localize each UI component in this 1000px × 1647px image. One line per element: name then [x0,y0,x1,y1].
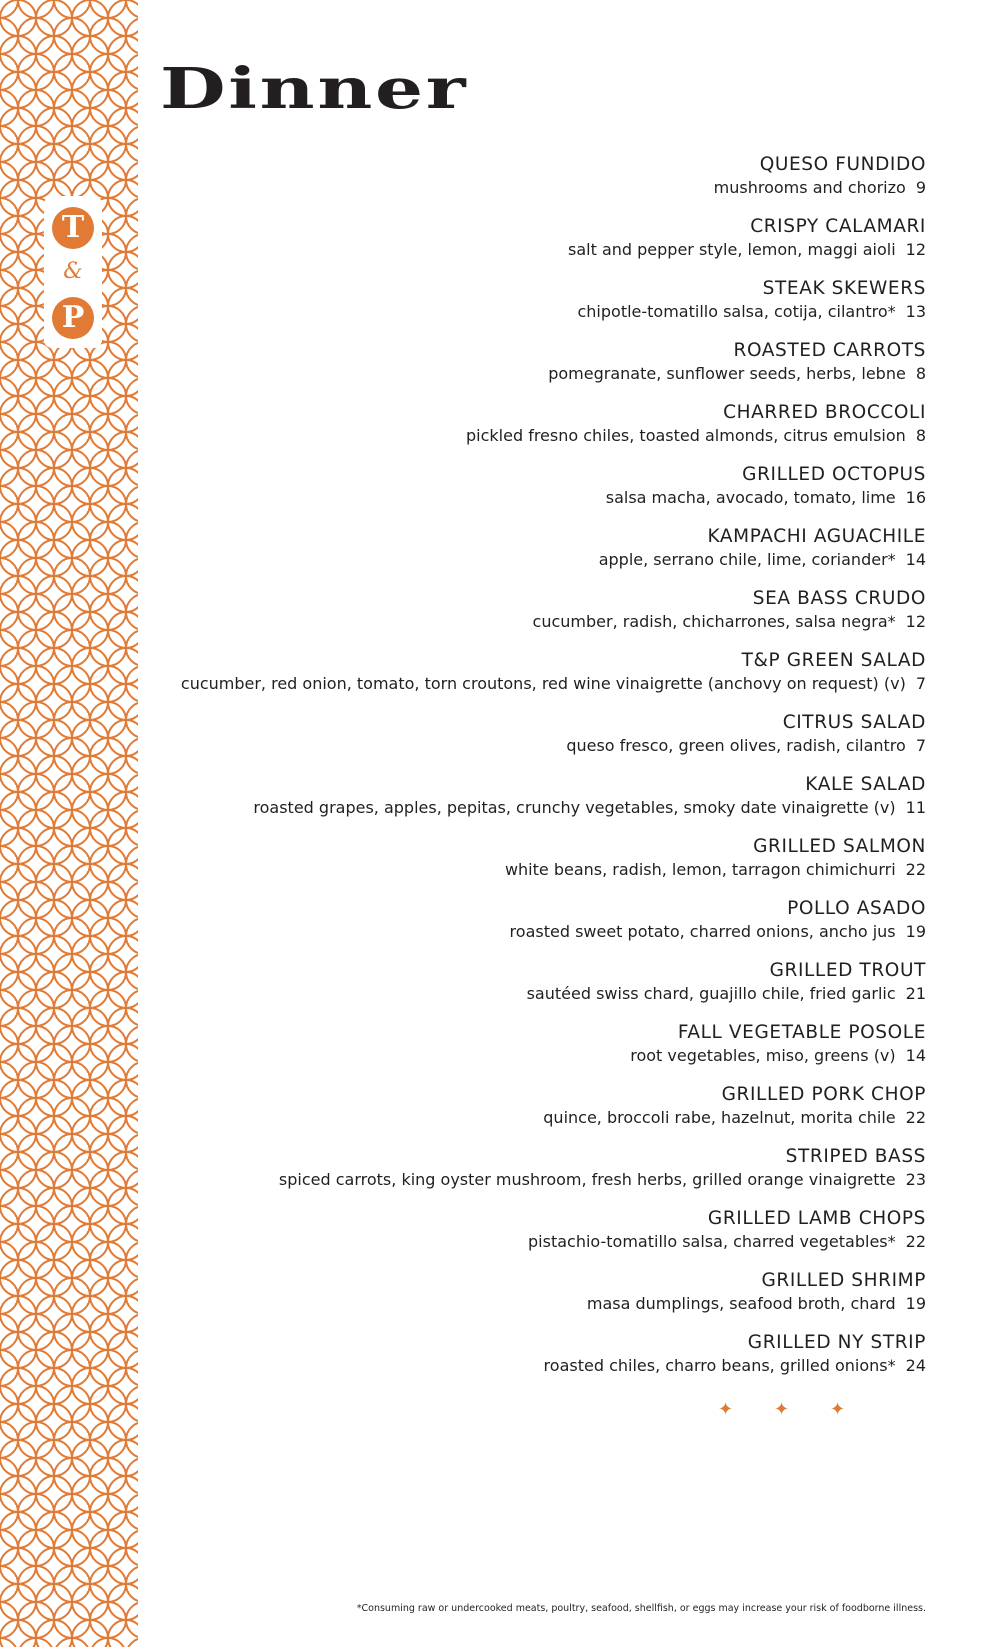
menu-item [146,959,926,1021]
menu-item-price: 19 [905,1294,926,1313]
menu-item-details [146,983,926,1005]
menu-item-price: 22 [905,1232,926,1251]
menu-item-details [146,1231,926,1253]
menu-item [146,1207,926,1269]
menu-item-name: STEAK SKEWERS [762,278,926,299]
menu-item-price: 7 [915,736,926,755]
menu-item [146,587,926,649]
menu-item [146,525,926,587]
menu-item-name: CHARRED BROCCOLI [723,402,926,423]
menu-item-details [146,239,926,261]
menu-item-description: salt and pepper style, lemon, maggi aioli [568,240,896,259]
menu-item [146,835,926,897]
menu-item-description: mushrooms and chorizo [713,178,906,197]
menu-item-description: cucumber, red onion, tomato, torn croutons, red wine vinaigrette (anchovy on request) (v) [180,674,906,693]
menu-item [146,215,926,277]
menu-item-name: CRISPY CALAMARI [750,216,926,237]
menu-item-price: 19 [905,922,926,941]
menu-item-price: 8 [915,426,926,445]
menu-item-name: CITRUS SALAD [782,712,926,733]
menu-item-price: 16 [905,488,926,507]
menu-item-description: root vegetables, miso, greens (v) [630,1046,896,1065]
menu-item-description: sautéed swiss chard, guajillo chile, fried garlic [526,984,896,1003]
menu-item [146,1083,926,1145]
menu-item-description: white beans, radish, lemon, tarragon chimichurri [504,860,896,879]
menu-item-details [146,859,926,881]
menu-item-details [146,673,926,695]
logo-letter-t: T [52,207,94,249]
menu-item-name: GRILLED SALMON [753,836,926,857]
menu-item-name: FALL VEGETABLE POSOLE [677,1022,926,1043]
menu-item [146,897,926,959]
menu-item [146,463,926,525]
menu-item-description: roasted sweet potato, charred onions, ancho jus [509,922,896,941]
menu-item-description: queso fresco, green olives, radish, cilantro [566,736,906,755]
menu-item-price: 14 [905,1046,926,1065]
sparkle-icon: ✦ [830,1399,846,1420]
menu-item-details [146,177,926,199]
menu-item-details [146,487,926,509]
menu-item-description: chipotle-tomatillo salsa, cotija, cilantro* [577,302,896,321]
menu-item-description: cucumber, radish, chicharrones, salsa negra* [532,612,896,631]
menu-item-price: 22 [905,860,926,879]
foodborne-illness-disclaimer: *Consuming raw or undercooked meats, poultry, seafood, shellfish, or eggs may increase your risk of foodborne illness. [356,1603,926,1614]
menu-item-price: 12 [905,240,926,259]
menu-item-price: 21 [905,984,926,1003]
menu-item-description: roasted chiles, charro beans, grilled onions* [543,1356,896,1375]
menu-item-price: 14 [905,550,926,569]
menu-item-details [146,1293,926,1315]
menu-item-details [146,735,926,757]
menu-item-description: roasted grapes, apples, pepitas, crunchy vegetables, smoky date vinaigrette (v) [253,798,896,817]
sparkle-icon: ✦ [774,1399,790,1420]
menu-item-price: 7 [915,674,926,693]
menu-item-details [146,1169,926,1191]
menu-item-name: GRILLED OCTOPUS [742,464,926,485]
menu-item-description: apple, serrano chile, lime, coriander* [598,550,896,569]
menu-item [146,339,926,401]
menu-item-name: GRILLED PORK CHOP [721,1084,926,1105]
menu-item [146,1269,926,1331]
menu-title: Dinner [160,56,469,122]
menu-item [146,401,926,463]
menu-item-price: 22 [905,1108,926,1127]
menu-item-price: 12 [905,612,926,631]
menu-item-description: pistachio-tomatillo salsa, charred vegetables* [528,1232,896,1251]
menu-item-description: spiced carrots, king oyster mushroom, fresh herbs, grilled orange vinaigrette [278,1170,896,1189]
menu-item-details [146,611,926,633]
menu-item-details [146,921,926,943]
menu-item-name: KALE SALAD [805,774,926,795]
logo-letter-p: P [52,297,94,339]
menu-item-price: 11 [905,798,926,817]
menu-item-name: GRILLED SHRIMP [761,1270,926,1291]
menu-item-description: salsa macha, avocado, tomato, lime [605,488,896,507]
menu-item-description: masa dumplings, seafood broth, chard [586,1294,896,1313]
menu-item-name: GRILLED TROUT [769,960,926,981]
menu-item-price: 24 [905,1356,926,1375]
menu-item-description: quince, broccoli rabe, hazelnut, morita chile [543,1108,896,1127]
menu-item-details [146,797,926,819]
menu-item-name: KAMPACHI AGUACHILE [707,526,926,547]
menu-item-price: 23 [905,1170,926,1189]
menu-item-name: GRILLED NY STRIP [747,1332,926,1353]
menu-item-price: 9 [915,178,926,197]
menu-item-name: T&P GREEN SALAD [741,650,926,671]
sparkle-ornament [718,1398,858,1422]
menu-item [146,649,926,711]
menu-list [146,153,926,1393]
menu-item-name: ROASTED CARROTS [733,340,926,361]
menu-item [146,277,926,339]
menu-item [146,1331,926,1393]
menu-item-details [146,1045,926,1067]
menu-item-name: POLLO ASADO [787,898,926,919]
menu-item-name: SEA BASS CRUDO [752,588,926,609]
menu-item-name: QUESO FUNDIDO [759,154,926,175]
menu-item-details [146,363,926,385]
menu-item-price: 8 [915,364,926,383]
menu-item-details [146,301,926,323]
menu-item-name: GRILLED LAMB CHOPS [707,1208,926,1229]
decorative-pattern-strip [0,0,138,1647]
menu-item-details [146,425,926,447]
menu-item-description: pomegranate, sunflower seeds, herbs, lebne [548,364,906,383]
menu-item-details [146,1107,926,1129]
menu-item-name: STRIPED BASS [785,1146,926,1167]
menu-item-details [146,1355,926,1377]
sparkle-icon: ✦ [718,1399,734,1420]
menu-item-price: 13 [905,302,926,321]
menu-item [146,1021,926,1083]
menu-item [146,711,926,773]
menu-item-description: pickled fresno chiles, toasted almonds, citrus emulsion [466,426,906,445]
logo-ampersand: & [63,259,83,284]
menu-item-details [146,549,926,571]
menu-item [146,153,926,215]
menu-item [146,1145,926,1207]
menu-item [146,773,926,835]
